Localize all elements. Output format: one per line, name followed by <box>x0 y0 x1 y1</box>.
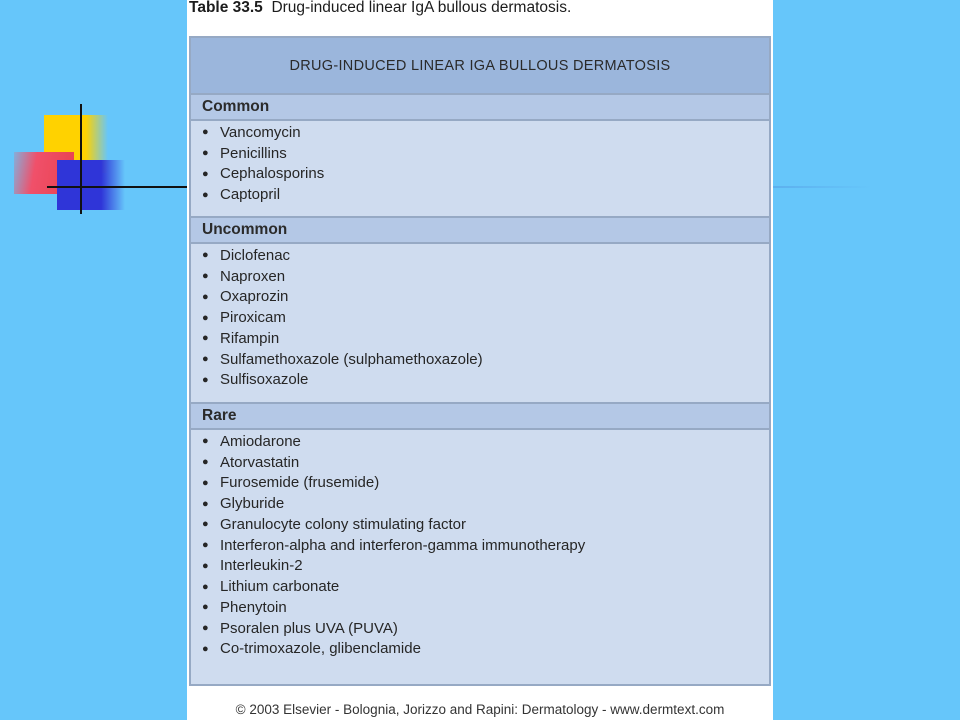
bullet-icon: ● <box>202 622 209 635</box>
bullet-icon: ● <box>202 270 209 283</box>
list-item: ● Interferon-alpha and interferon-gamma immunotherapy <box>202 536 586 554</box>
list-item: ● Penicillins <box>202 144 287 162</box>
bullet-icon: ● <box>202 311 209 324</box>
bullet-icon: ● <box>202 332 209 345</box>
list-item: ● Rifampin <box>202 329 280 347</box>
bullet-icon: ● <box>202 580 209 593</box>
bullet-icon: ● <box>202 147 209 160</box>
list-item: ● Psoralen plus UVA (PUVA) <box>202 619 398 637</box>
bullet-icon: ● <box>202 290 209 303</box>
list-item: ● Diclofenac <box>202 246 291 264</box>
section-header-common: Common <box>191 93 769 121</box>
list-item: ● Captopril <box>202 186 281 204</box>
decorative-squares <box>0 0 200 230</box>
drug-table <box>189 36 771 686</box>
bullet-icon: ● <box>202 249 209 262</box>
list-item: ● Oxaprozin <box>202 288 289 306</box>
horizontal-line-right <box>772 186 872 188</box>
bullet-icon: ● <box>202 642 209 655</box>
bullet-icon: ● <box>202 126 209 139</box>
bullet-icon: ● <box>202 353 209 366</box>
list-item: ● Interleukin-2 <box>202 557 303 575</box>
list-item: ● Piroxicam <box>202 309 286 327</box>
list-item: ● Sulfisoxazole <box>202 371 309 389</box>
bullet-icon: ● <box>202 456 209 469</box>
bullet-icon: ● <box>202 518 209 531</box>
list-item: ● Furosemide (frusemide) <box>202 474 380 492</box>
table-caption <box>189 0 571 17</box>
list-item: ● Glyburide <box>202 495 285 513</box>
copyright-footer: © 2003 Elsevier - Bolognia, Jorizzo and Rapini: Dermatology - www.dermtext.com <box>235 702 725 717</box>
bullet-icon: ● <box>202 559 209 572</box>
list-item: ● Atorvastatin <box>202 453 300 471</box>
bullet-icon: ● <box>202 188 209 201</box>
list-item: ● Granulocyte colony stimulating factor <box>202 515 466 533</box>
table-number: Table 33.5 <box>189 0 263 16</box>
list-item: ● Lithium carbonate <box>202 578 340 596</box>
list-item: ● Sulfamethoxazole (sulphamethoxazole) <box>202 350 483 368</box>
table-header: DRUG-INDUCED LINEAR IGA BULLOUS DERMATOSIS <box>191 38 769 93</box>
bullet-icon: ● <box>202 373 209 386</box>
section-rare <box>191 431 769 659</box>
bullet-icon: ● <box>202 167 209 180</box>
section-uncommon <box>191 245 769 390</box>
vertical-line <box>80 104 82 214</box>
list-item: ● Phenytoin <box>202 598 287 616</box>
section-header-uncommon: Uncommon <box>191 216 769 244</box>
list-item: ● Co-trimoxazole, glibenclamide <box>202 640 421 658</box>
list-item: ● Cephalosporins <box>202 165 325 183</box>
horizontal-line <box>47 186 189 188</box>
bullet-icon: ● <box>202 497 209 510</box>
document-page <box>187 0 773 720</box>
section-common <box>191 122 769 205</box>
list-item: ● Naproxen <box>202 267 286 285</box>
bullet-icon: ● <box>202 601 209 614</box>
table-title: Drug-induced linear IgA bullous dermatosis. <box>271 0 572 16</box>
blue-square-shape <box>57 160 125 210</box>
bullet-icon: ● <box>202 539 209 552</box>
section-header-rare: Rare <box>191 402 769 430</box>
bullet-icon: ● <box>202 476 209 489</box>
list-item: ● Amiodarone <box>202 432 301 450</box>
bullet-icon: ● <box>202 435 209 448</box>
list-item: ● Vancomycin <box>202 123 301 141</box>
